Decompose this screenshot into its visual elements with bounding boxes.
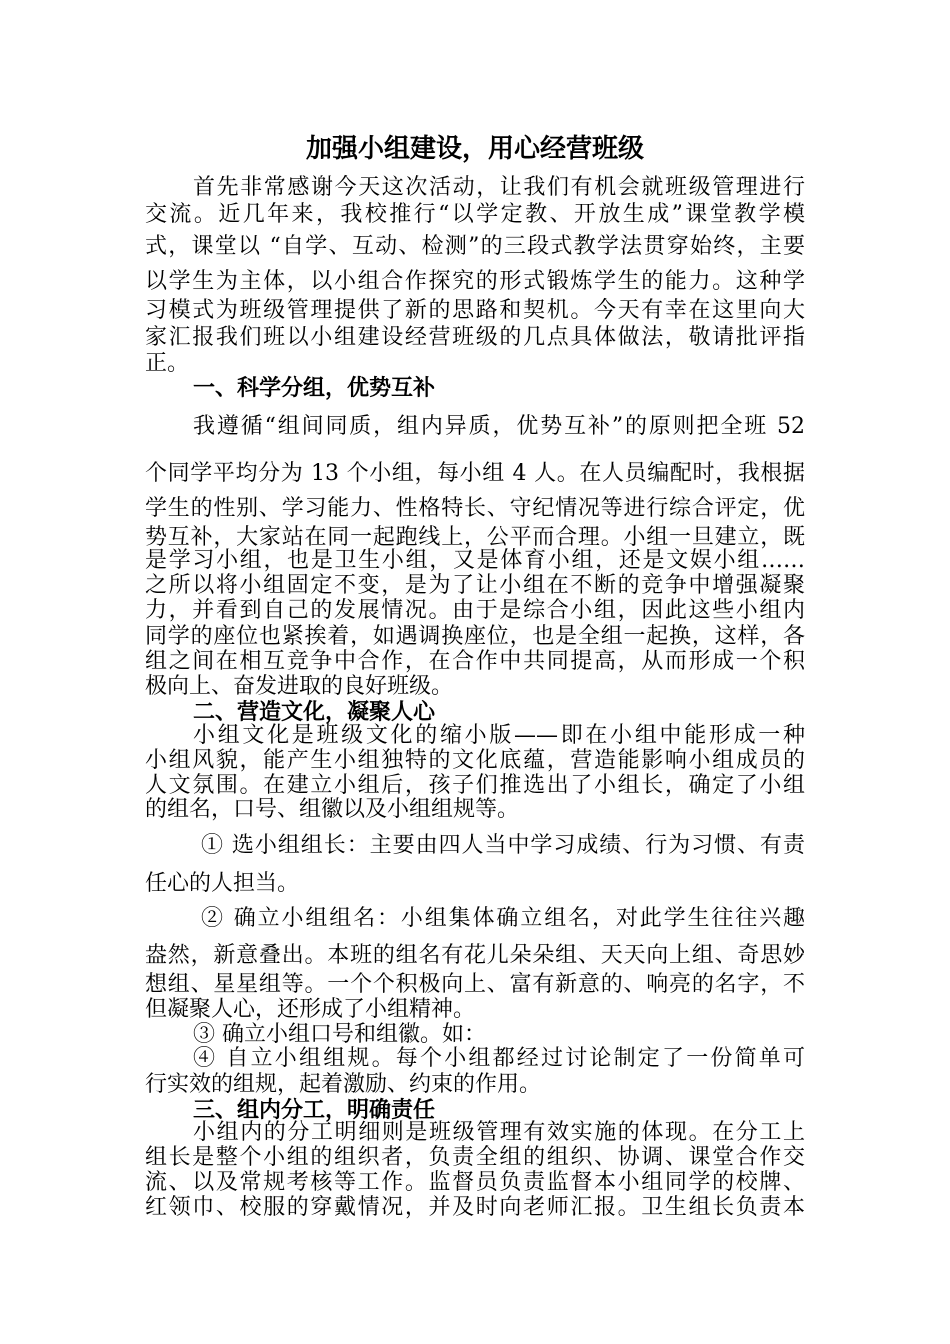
list-item-line: ③ 确立小组口号和组徽。如： [193, 1022, 486, 1047]
paragraph-line: 之所以将小组固定不变，是为了让小组在不断的竞争中增强凝聚 [145, 573, 805, 598]
paragraph-line: 个同学平均分为 13 个小组，每小组 4 人。在人员编配时，我根据 [145, 461, 805, 486]
list-item-line: 任心的人担当。 [145, 871, 300, 896]
list-item-line: ④ 自立小组组规。每个小组都经过讨论制定了一份简单可 [193, 1046, 805, 1071]
list-item-line: ② 确立小组组名：小组集体确立组名，对此学生往往兴趣 [201, 906, 805, 931]
paragraph-line: 正。 [145, 351, 190, 376]
document-title: 加强小组建设，用心经营班级 [305, 134, 644, 164]
section-heading: 二、营造文化，凝聚人心 [193, 699, 436, 725]
paragraph-line: 习模式为班级管理提供了新的思路和契机。今天有幸在这里向大 [145, 298, 805, 323]
paragraph-line: 家汇报我们班以小组建设经营班级的几点具体做法，敬请批评指 [145, 325, 805, 350]
paragraph-line: 交流。近几年来，我校推行“以学定教、开放生成”课堂教学模 [145, 202, 805, 227]
paragraph-line: 同学的座位也紧挨着，如遇调换座位，也是全组一起换，这样，各 [145, 624, 805, 649]
paragraph-line: 力，并看到自己的发展情况。由于是综合小组，因此这些小组内 [145, 598, 805, 623]
paragraph-line: 以学生为主体，以小组合作探究的形式锻炼学生的能力。这种学 [145, 269, 805, 294]
paragraph-line: 但凝聚人心，还形成了小组精神。 [145, 997, 476, 1022]
paragraph-line: 流、以及常规考核等工作。监督员负责监督本小组同学的校牌、 [145, 1170, 805, 1195]
paragraph-line: 行实效的组规，起着激励、约束的作用。 [145, 1072, 542, 1097]
paragraph-line: 学生的性别、学习能力、性格特长、守纪情况等进行综合评定，优 [145, 496, 805, 521]
paragraph-line: 式，课堂以 “自学、互动、检测”的三段式教学法贯穿始终，主要 [145, 234, 805, 259]
paragraph-line: 的组名，口号、组徽以及小组组规等。 [145, 797, 520, 822]
list-item-line: ① 选小组组长：主要由四人当中学习成绩、行为习惯、有责 [201, 833, 805, 858]
paragraph-line: 人文氛围。在建立小组后，孩子们推选出了小组长，确定了小组 [145, 773, 805, 798]
paragraph-line: 小组文化是班级文化的缩小版——即在小组中能形成一种 [193, 723, 805, 748]
paragraph-line: 小组风貌，能产生小组独特的文化底蕴，营造能影响小组成员的 [145, 748, 805, 773]
paragraph-line: 极向上、奋发进取的良好班级。 [145, 674, 454, 699]
paragraph-line: 势互补，大家站在同一起跑线上，公平而合理。小组一旦建立，既 [145, 525, 805, 550]
paragraph-line: 想组、星星组等。一个个积极向上、富有新意的、响亮的名字，不 [145, 972, 805, 997]
paragraph-line: 盎然，新意叠出。本班的组名有花儿朵朵组、天天向上组、奇思妙 [145, 943, 805, 968]
section-heading: 一、科学分组，优势互补 [193, 375, 436, 401]
paragraph-line: 我遵循“组间同质，组内异质，优势互补”的原则把全班 52 [193, 414, 805, 439]
paragraph-line: 红领巾、校服的穿戴情况，并及时向老师汇报。卫生组长负责本 [145, 1195, 805, 1220]
paragraph-line: 组长是整个小组的组织者，负责全组的组织、协调、课堂合作交 [145, 1145, 805, 1170]
section-heading: 三、组内分工，明确责任 [193, 1097, 436, 1123]
paragraph-line: 组之间在相互竞争中合作，在合作中共同提高，从而形成一个积 [145, 649, 805, 674]
paragraph-line: 是学习小组，也是卫生小组，又是体育小组，还是文娱小组…… [145, 548, 805, 573]
paragraph-line: 首先非常感谢今天这次活动，让我们有机会就班级管理进行 [193, 175, 805, 200]
paragraph-line: 小组内的分工明细则是班级管理有效实施的体现。在分工上 [193, 1120, 805, 1145]
